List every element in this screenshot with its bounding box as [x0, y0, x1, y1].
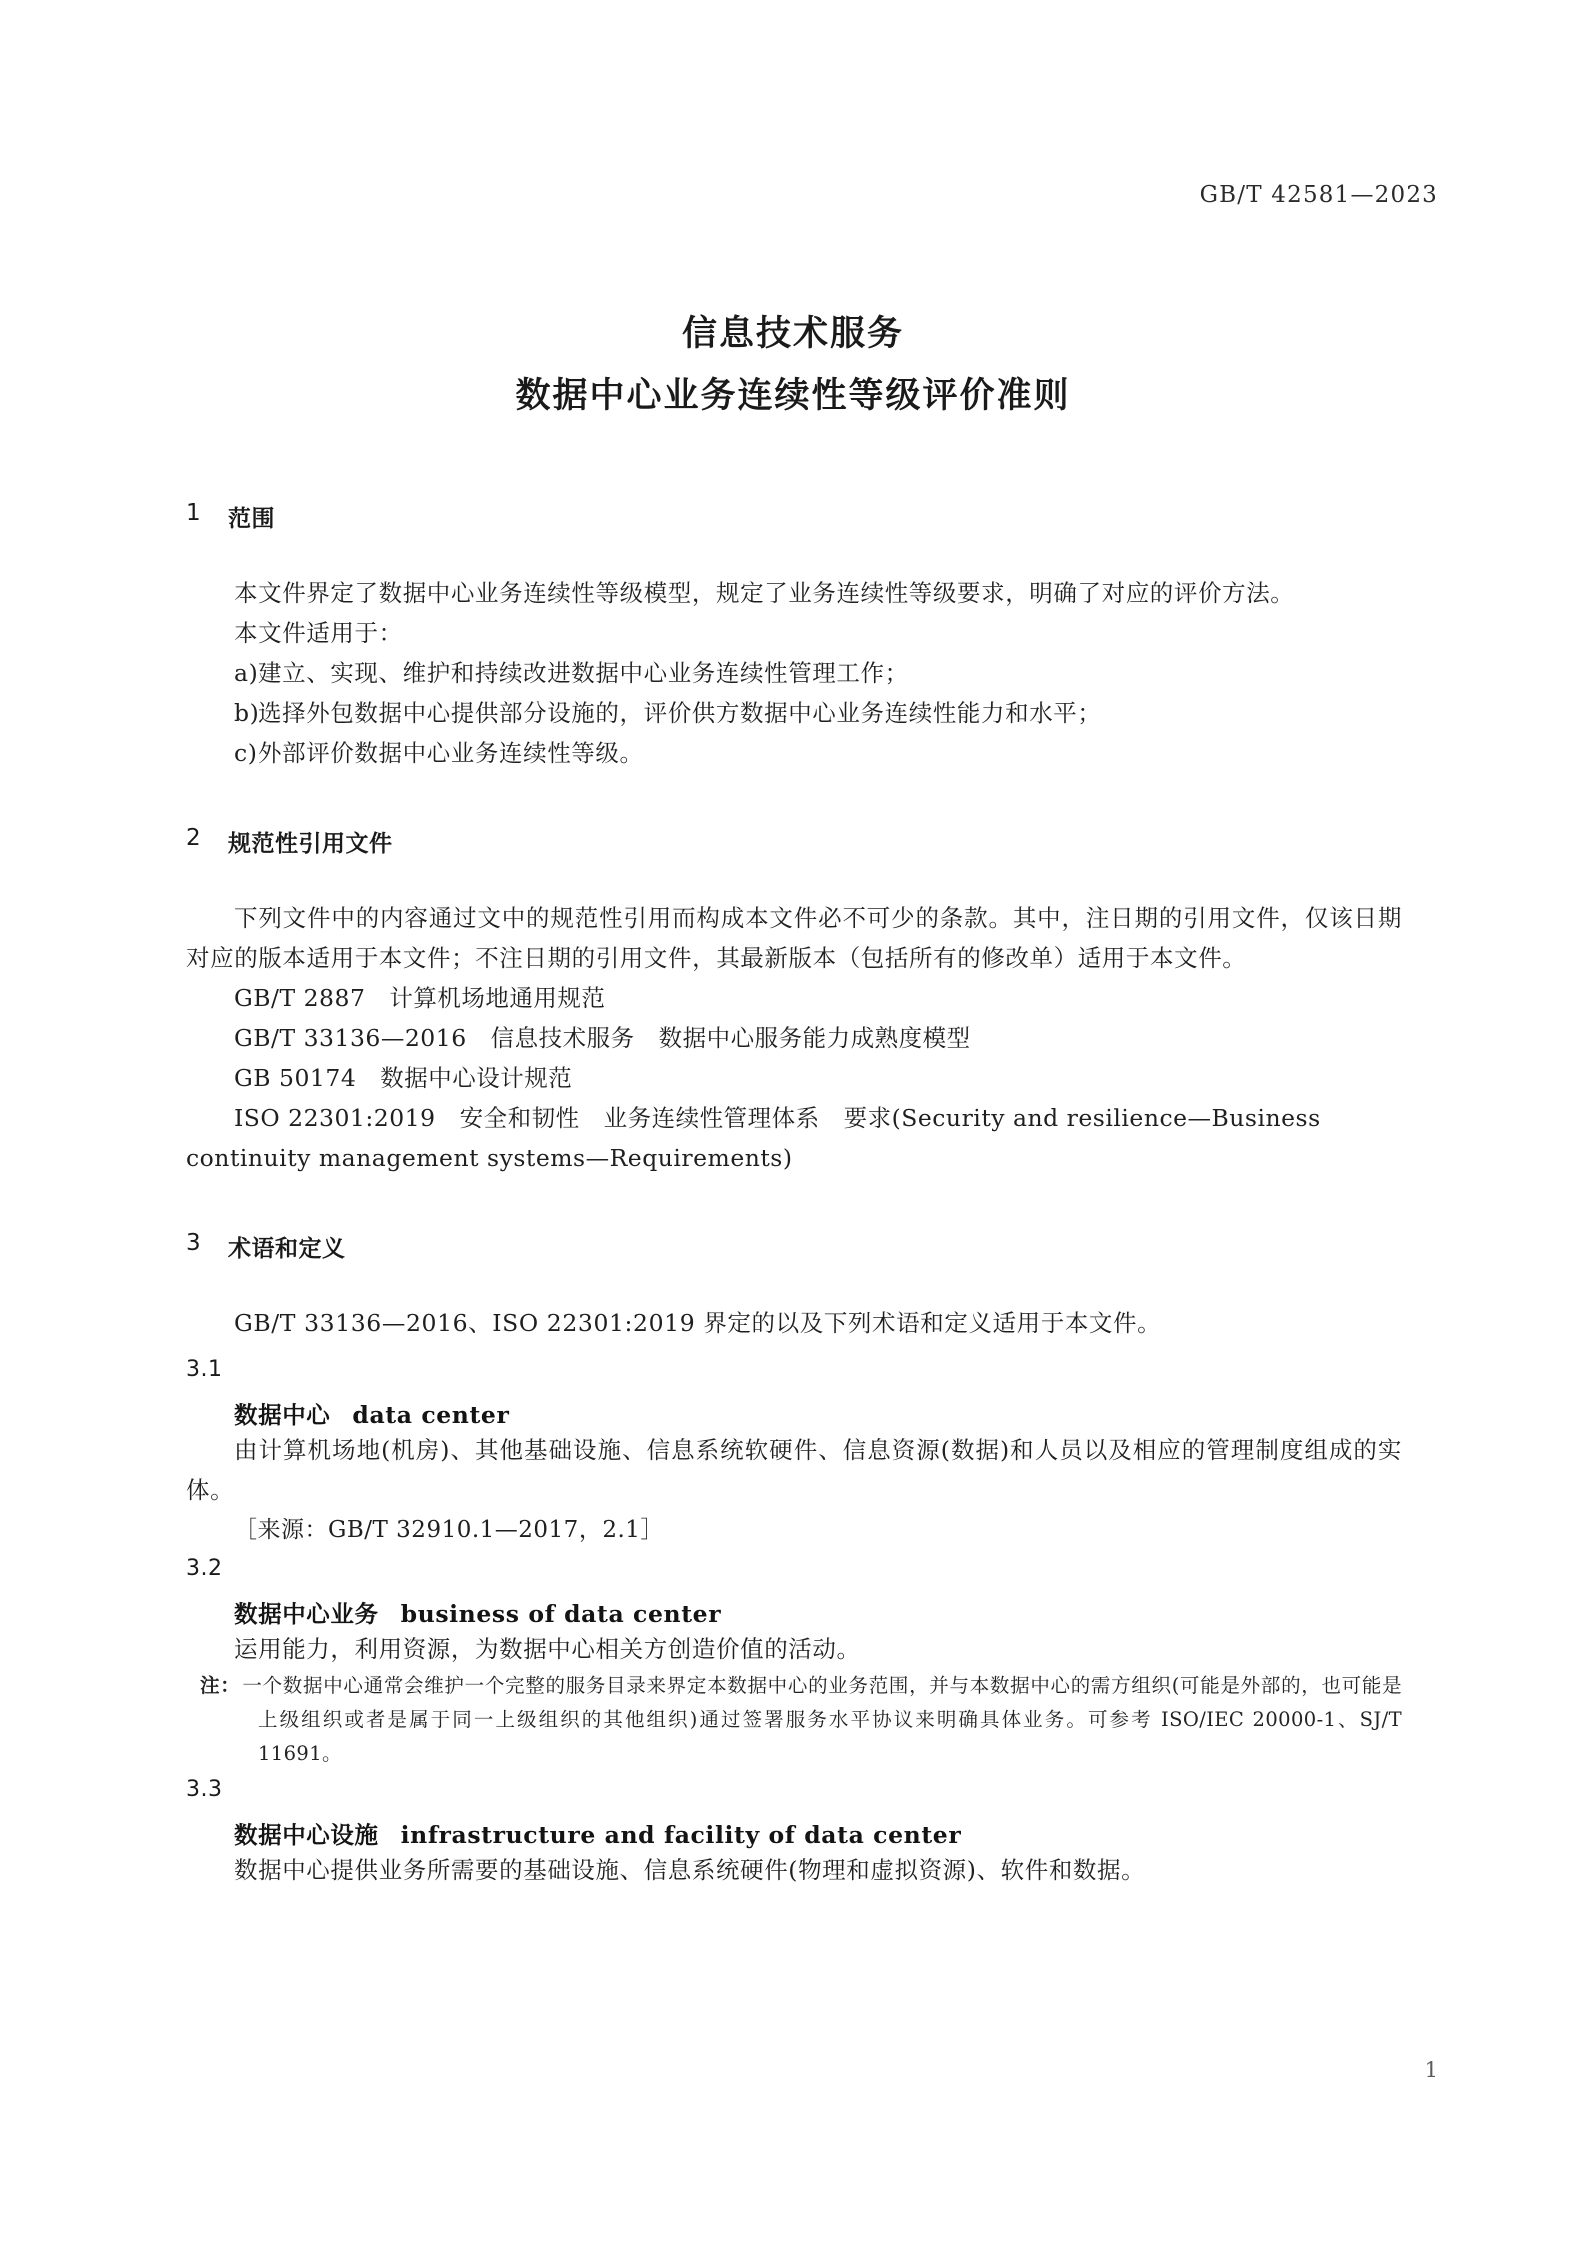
- document-title: [0, 312, 1586, 419]
- term-source-reference: ［来源：GB/T 32910.1—2017，2.1］: [234, 1517, 664, 1543]
- term-definition: 由计算机场地(机房)、其他基础设施、信息系统软硬件、信息资源(数据)和人员以及相应的管理制度组成的实体。: [186, 1436, 1402, 1504]
- term-chinese: 数据中心设施: [234, 1821, 379, 1849]
- term-definition: 数据中心提供业务所需要的基础设施、信息系统硬件(物理和虚拟资源)、软件和数据。: [234, 1856, 1146, 1884]
- normative-reference-entry-continuation: continuity management systems—Requirements): [186, 1144, 793, 1172]
- section-title: 规范性引用文件: [228, 831, 393, 857]
- list-item: [186, 653, 1402, 693]
- term-entry-heading: [186, 1595, 1402, 1629]
- term-english: business of data center: [400, 1600, 722, 1628]
- title-line-secondary: 数据中心业务连续性等级评价准则: [515, 375, 1071, 416]
- section-number: 2: [186, 825, 202, 851]
- note-label: 注：: [200, 1674, 241, 1697]
- section-title: 范围: [228, 506, 275, 532]
- scope-paragraph-2: 本文件适用于：: [234, 619, 403, 647]
- terms-intro-paragraph: GB/T 33136—2016、ISO 22301:2019 界定的以及下列术语和定义适用于本文件。: [234, 1309, 1162, 1337]
- document-body: [186, 500, 1402, 1890]
- clause-number: 3.3: [186, 1777, 223, 1802]
- normative-reference-entry: GB 50174 数据中心设计规范: [234, 1064, 573, 1092]
- term-entry-heading: [186, 1816, 1402, 1850]
- clause-number: 3.1: [186, 1357, 223, 1382]
- term-chinese: 数据中心业务: [234, 1600, 379, 1628]
- section-heading-normative-references: [186, 825, 1402, 858]
- normative-reference-entry: GB/T 2887 计算机场地通用规范: [234, 984, 606, 1012]
- list-marker: b): [234, 699, 260, 727]
- term-chinese: 数据中心: [234, 1401, 331, 1429]
- normative-references-paragraph: 下列文件中的内容通过文中的规范性引用而构成本文件必不可少的条款。其中，注日期的引用文件，仅该日期对应的版本适用于本文件；不注日期的引用文件，其最新版本（包括所有的修改单）适用于本文件。: [186, 904, 1402, 972]
- clause-number: 3.2: [186, 1556, 223, 1581]
- list-item-text: 选择外包数据中心提供部分设施的，评价供方数据中心业务连续性能力和水平；: [258, 699, 1102, 727]
- section-heading-scope: [186, 500, 1402, 533]
- list-item: [186, 733, 1402, 773]
- section-number: 1: [186, 500, 202, 526]
- note-text: 一个数据中心通常会维护一个完整的服务目录来界定本数据中心的业务范围，并与本数据中心的需方组织(可能是外部的，也可能是上级组织或者是属于同一上级组织的其他组织)通过签署服务水平协议来明确具体业务。可参考 ISO/IEC 20000-1、SJ/T 11691。: [242, 1674, 1402, 1765]
- standard-number-header: GB/T 42581—2023: [1199, 182, 1438, 208]
- normative-reference-entry: GB/T 33136—2016 信息技术服务 数据中心服务能力成熟度模型: [234, 1024, 971, 1052]
- section-heading-terms: [186, 1230, 1402, 1263]
- list-item: [186, 693, 1402, 733]
- term-definition: 运用能力，利用资源，为数据中心相关方创造价值的活动。: [234, 1635, 861, 1663]
- normative-reference-entry: ISO 22301:2019 安全和韧性 业务连续性管理体系 要求(Security and resilience—Business: [234, 1104, 1321, 1132]
- scope-paragraph-1: 本文件界定了数据中心业务连续性等级模型，规定了业务连续性等级要求，明确了对应的评价方法。: [234, 579, 1295, 607]
- term-entry-heading: [186, 1396, 1402, 1430]
- list-marker: a): [234, 659, 259, 687]
- term-english: infrastructure and facility of data center: [400, 1821, 962, 1849]
- list-item-text: 外部评价数据中心业务连续性等级。: [258, 739, 644, 767]
- term-note: [186, 1669, 1402, 1771]
- list-item-text: 建立、实现、维护和持续改进数据中心业务连续性管理工作；: [258, 659, 909, 687]
- section-title: 术语和定义: [228, 1236, 346, 1262]
- term-english: data center: [352, 1401, 510, 1429]
- list-marker: c): [234, 739, 258, 767]
- page-number: 1: [1424, 2058, 1438, 2082]
- section-number: 3: [186, 1230, 202, 1256]
- title-line-primary: 信息技术服务: [681, 314, 904, 354]
